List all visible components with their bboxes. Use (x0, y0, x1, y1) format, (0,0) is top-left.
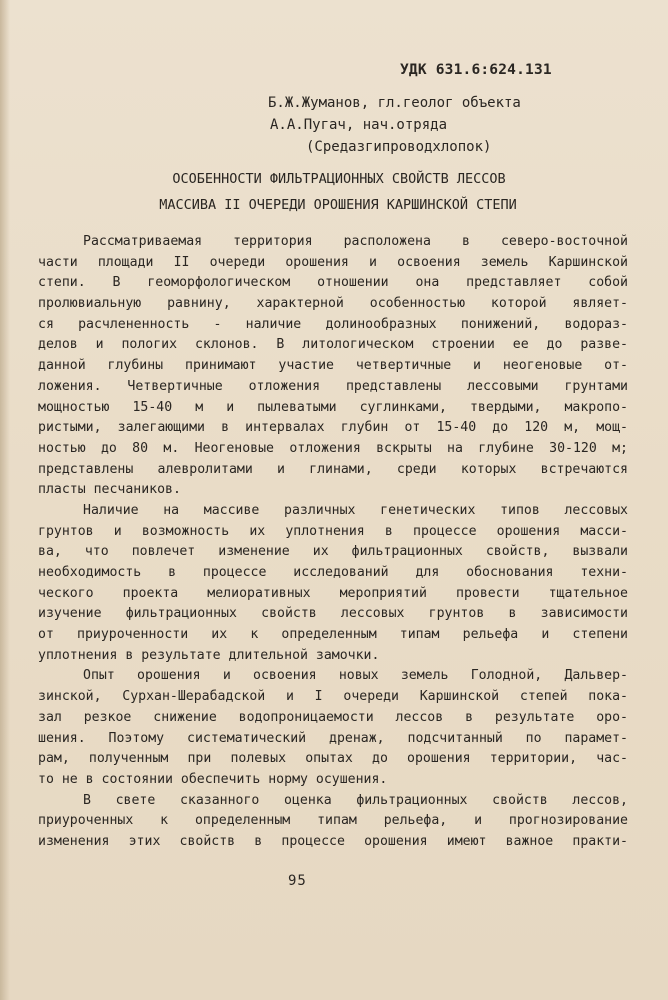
udk-code: УДК 631.6:624.131 (400, 62, 552, 78)
text-line: пласты песчаников. (38, 482, 181, 498)
text-line: ся расчлененность - наличие долинообразных понижений, водораз- (38, 316, 628, 332)
text-line: части площади II очереди орошения и освоения земель Каршинской (38, 254, 628, 270)
text-line: рам, полученным при полевых опытах до орошения территории, час- (38, 751, 628, 767)
title-line-2: МАССИВА II ОЧЕРЕДИ ОРОШЕНИЯ КАРШИНСКОЙ СТЕПИ (159, 197, 517, 213)
text-line: пролювиальную равнину, характерной особенностью которой являет- (38, 296, 628, 312)
text-line: представлены алевролитами и глинами, среди которых встречаются (38, 461, 628, 477)
authors-block (268, 92, 521, 158)
text-line: зал резкое снижение водопроницаемости лессов в результате оро- (38, 709, 628, 725)
text-line: данной глубины принимают участие четвертичные и неогеновые от- (38, 358, 628, 374)
text-line: делов и пологих склонов. В литологическом строении ее до разве- (38, 337, 628, 353)
text-line: ложения. Четвертичные отложения представлены лессовыми грунтами (38, 378, 628, 394)
page-number: 95 (288, 873, 307, 889)
text-line: шения. Поэтому систематический дренаж, подсчитанный по парамет- (38, 730, 628, 746)
text-line: ностью до 80 м. Неогеновые отложения вскрыты на глубине 30-120 м; (38, 440, 628, 456)
text-line: изменения этих свойств в процессе орошения имеют важное практи- (38, 833, 628, 849)
page-edge-shadow (0, 0, 10, 1000)
title-line-1: ОСОБЕННОСТИ ФИЛЬТРАЦИОННЫХ СВОЙСТВ ЛЕССОВ (172, 171, 506, 187)
paragraph-3 (38, 666, 628, 790)
text-line: Наличие на массиве различных генетических типов лессовых (83, 502, 628, 518)
text-line: изучение фильтрационных свойств лессовых грунтов в зависимости (38, 606, 628, 622)
text-line: зинской, Сурхан-Шерабадской и I очереди Каршинской степей пока- (38, 689, 628, 705)
text-line: уплотнения в результате длительной замочки. (38, 647, 380, 663)
text-line: В свете сказанного оценка фильтрационных свойств лессов, (83, 792, 628, 808)
author-2: А.А.Пугач, нач.отряда (270, 117, 448, 133)
text-line: грунтов и возможность их уплотнения в процессе орошения масси- (38, 523, 628, 539)
text-line: ристыми, залегающими в интервалах глубин от 15-40 до 120 м, мощ- (38, 420, 628, 436)
paragraph-1 (38, 232, 628, 501)
paragraph-2 (38, 501, 628, 667)
text-line: необходимость в процессе исследований для обоснования техни- (38, 565, 628, 580)
author-1: Б.Ж.Жуманов, гл.геолог объекта (268, 95, 521, 111)
text-line: ческого проекта мелиоративных мероприятий провести тщательное (38, 585, 628, 601)
text-line: степи. В геоморфологическом отношении она представляет собой (38, 275, 628, 291)
text-line: от приуроченности их к определенным типам рельефа и степени (38, 627, 628, 643)
organization: (Средазгипроводхлопок) (306, 139, 492, 155)
paragraph-4 (38, 791, 628, 853)
article-title (0, 166, 668, 218)
text-line: то не в состоянии обеспечить норму осушения. (38, 771, 388, 787)
article-body (38, 232, 628, 853)
text-line: мощностью 15-40 м и пылеватыми суглинками, твердыми, макропо- (38, 399, 628, 415)
text-line: приуроченных к определенным типам рельефа, и прогнозирование (38, 813, 628, 829)
text-line: Рассматриваемая территория расположена в северо-восточной (83, 234, 628, 249)
text-line: Опыт орошения и освоения новых земель Голодной, Дальвер- (83, 668, 628, 684)
text-line: ва, что повлечет изменение их фильтрационных свойств, вызвали (38, 544, 628, 560)
